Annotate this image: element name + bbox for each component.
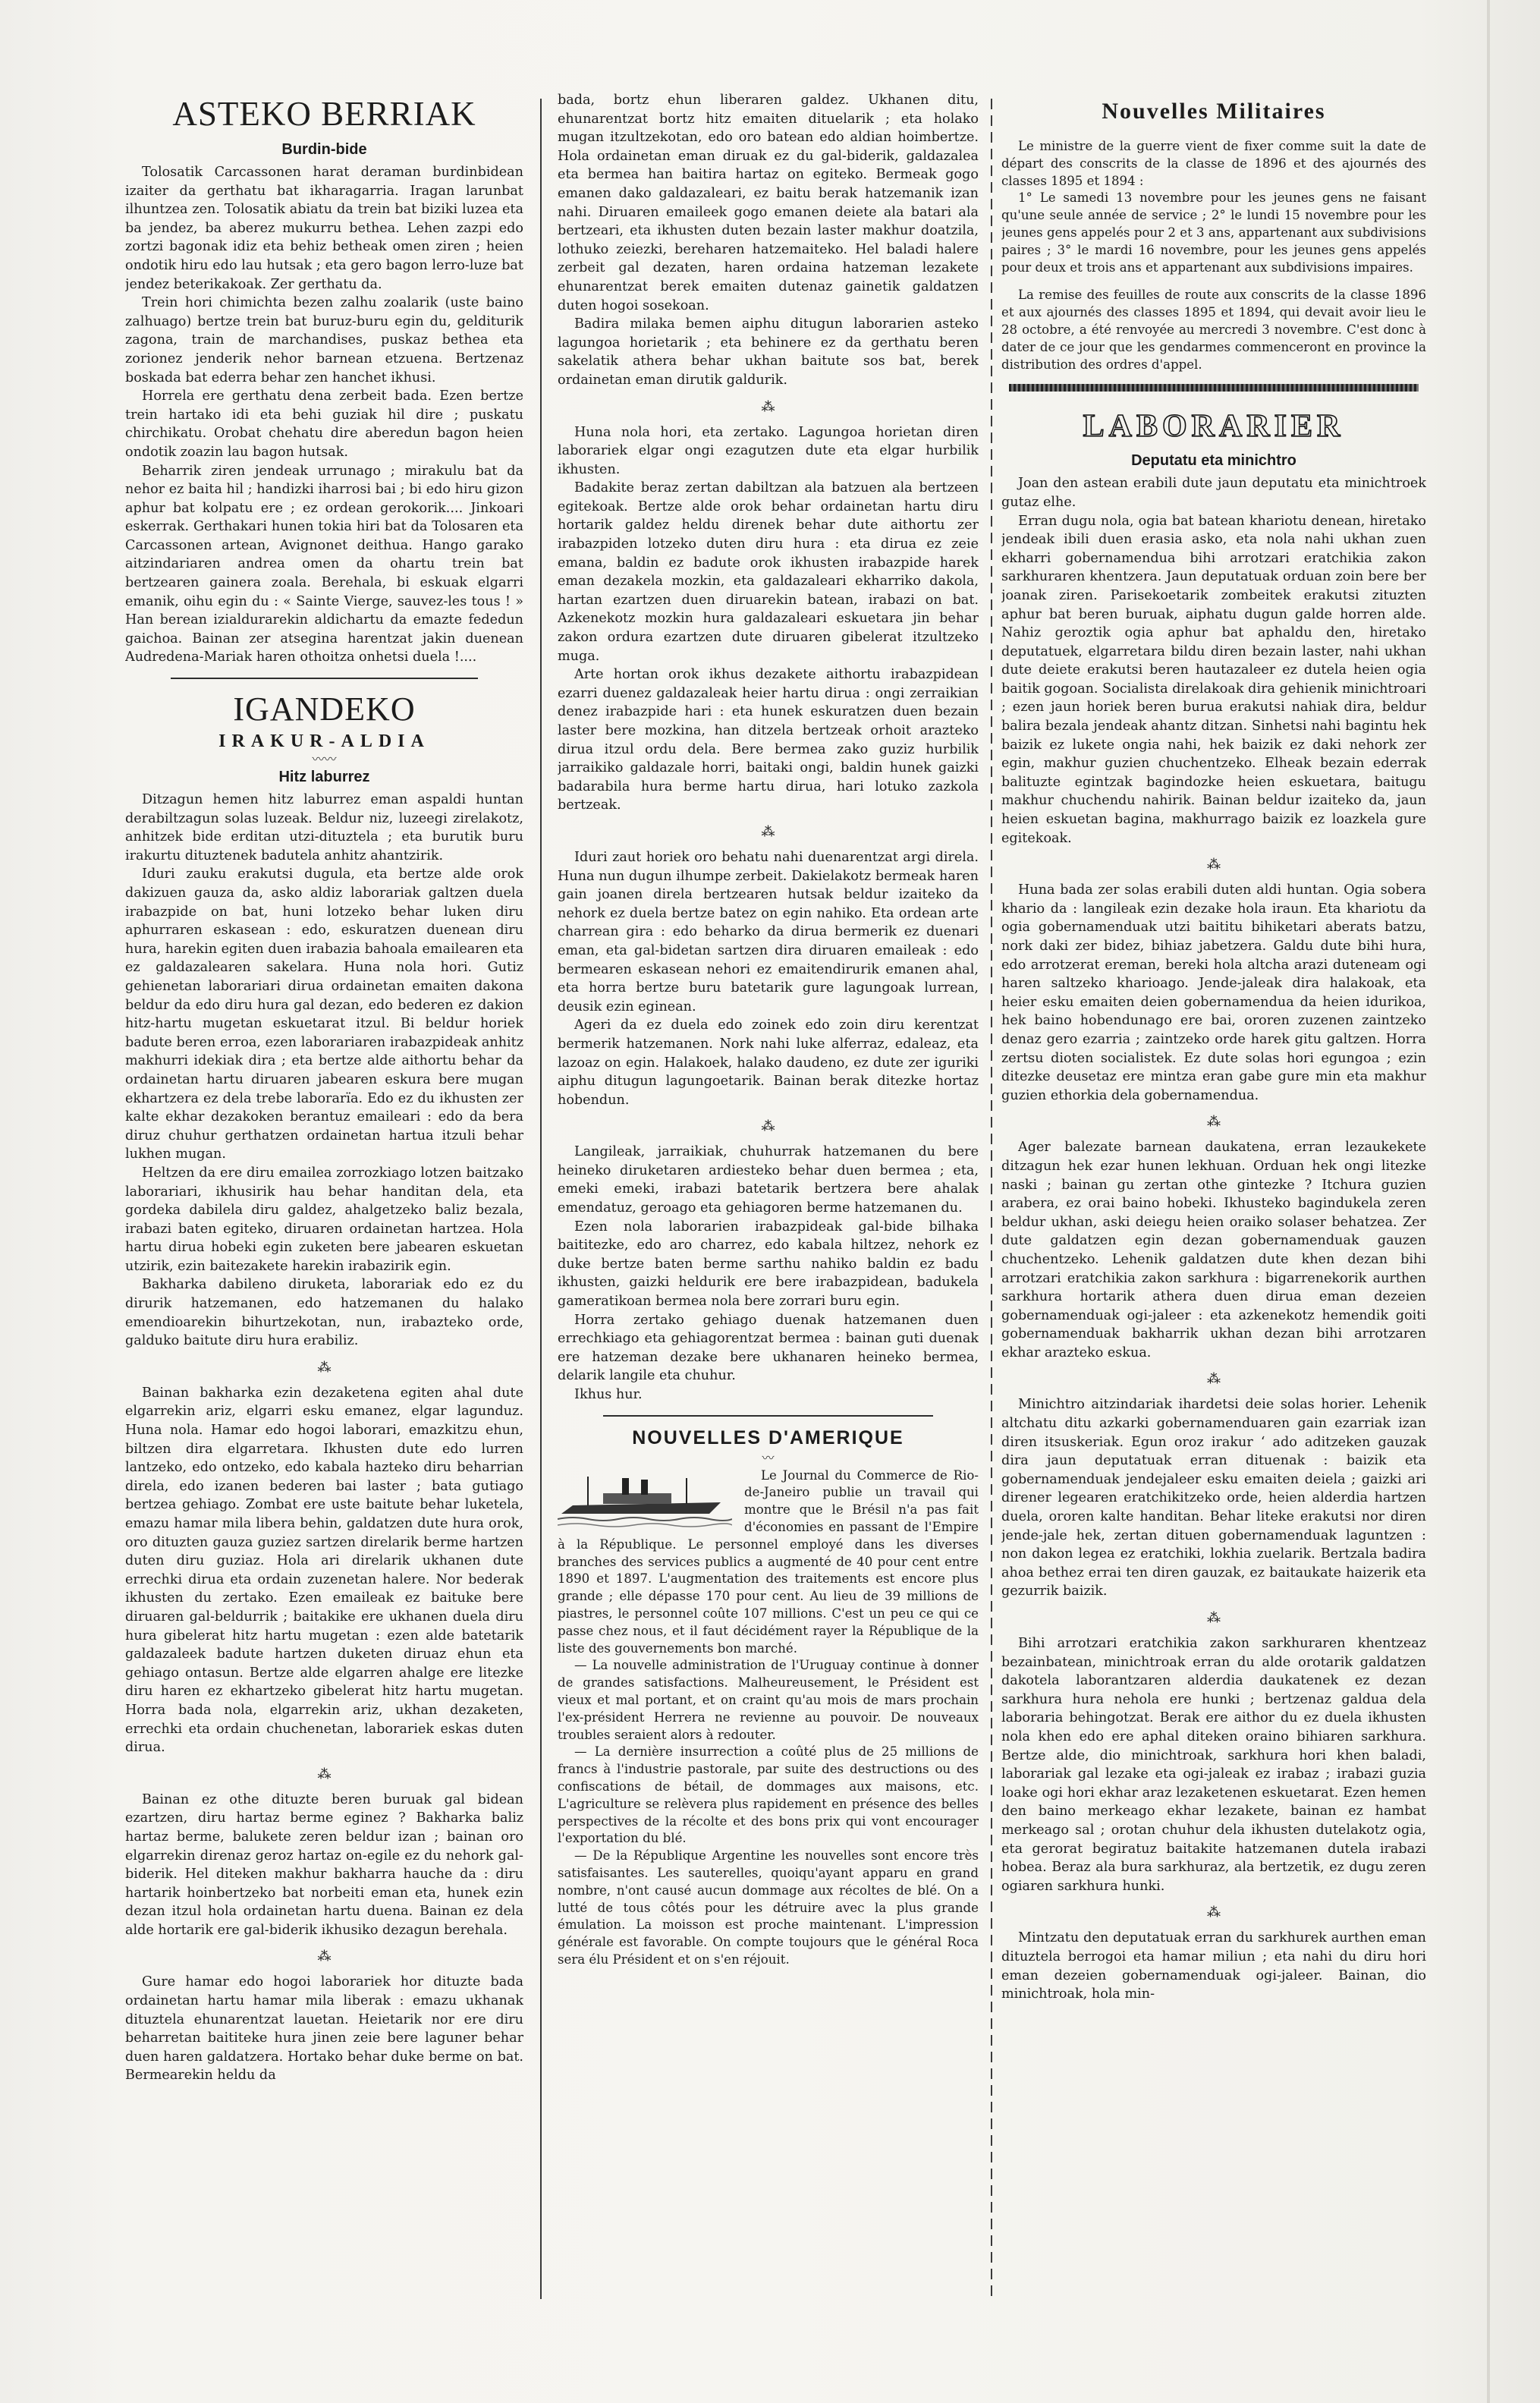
column-right — [1001, 91, 1426, 2337]
asterism-ornament: ⁂ — [761, 823, 775, 840]
paragraph: Badira milaka bemen aiphu ditugun laborarien asteko lagungoa horietarik ; eta behinere ez da gerthatu beren sakelatik athera behar ukhan baitute sos bat, berek ordainetan eman dirutik galdurik. — [558, 316, 979, 388]
paragraph: Horrela ere gerthatu dena zerbeit bada. Ezen bertze trein hartako idi eta behi guziak hil dire ; puskatu chirchikatu. Orobat chehatu dire aberedun bagon heien ondotik zoazin lau bagon hutsak. — [125, 388, 523, 460]
article-heading-hitz-laburrez: Hitz laburrez — [278, 769, 370, 786]
paragraph: Joan den astean erabili dute jaun deputatu eta minichtroek gutaz elhe. — [1001, 476, 1426, 510]
paragraph: Iduri zaut horiek oro behatu nahi duenarentzat argi direla. Huna nun dugun ilhumpe zerbeit. Dakielakotz bermeak haren gain joanen direla bertzearen hutsak beldur izaiteko da nehork ez duela bertze batez on egin nahiko. Eta ordean arte charrean gira : edo beharko da dirua bermerik ez duenari eman, eta gal-bidetan sartzen dira diruaren emaileak : edo bermearen eskasean nehori ez emaitendirurik emanen ahal, eta horra bertze buru batetarik gure lagungoak lurrean, deusik ezin eginean. — [558, 849, 979, 1014]
paragraph: Huna nola hori, eta zertako. Lagungoa horietan diren laborariek elgar ongi ezagutzen dute eta elgar hurbilik ikhusten. — [558, 424, 979, 477]
paragraph: Ditzagun hemen hitz laburrez eman aspaldi huntan derabiltzagun solas luzeak. Beldur niz, luzeegi zirelakotz, anhitzek bide erditan utzi-dituztela ; eta burutik buru irakurtu dituztenek badutela anhitz ahantzirik. — [125, 792, 523, 863]
asterism-ornament: ⁂ — [1207, 1610, 1221, 1627]
section-title-nouvelles-militaires: Nouvelles Militaires — [1102, 99, 1326, 124]
signature: Ikhus hur. — [574, 1387, 643, 1402]
asterism-ornament: ⁂ — [1207, 1904, 1221, 1921]
article-body-amerique — [558, 1467, 979, 1658]
section-subtitle-irakur-aldia: IRAKUR-ALDIA — [218, 731, 430, 752]
paragraph: Bainan bakharka ezin dezaketena egiten ahal dute elgarrekin ariz, elgarri esku emanez, elgar lagunduz. Huna nola. Hamar edo hogoi laborari, emazkitzu ehun, biltzen dira elgarretara. Ikhusten dute edo lurren lantzeko, edo ontzeko, edo kabala hazteko diru beharrian direla, edo izanen bederen bai laster ; bata gutiago bertzea gehiago. Zombat ere uste baitute behar luketela, emazu hamar mila libera behin, galdatzen dute hura orok, oro dituzten gauza guziez sartzen direlarik berme hartzen duten diru guziaz. Hola ari direlarik ukhanen dute errechki dirua eta ordain zuzenetan halere. Nor bederak ikhusten du zertako. Ezen emaileak ez baituke bere diruaren gal-beldurrik ; baitakike ere ukhanen duela diru hura gibelerat hitz hartu mugetan : ezen alde batetarik galdazaleek badute hartzen duketen diruaz ehun eta gehiago ontasun. Bertze alde elgarren ahalge ere litezke diru haren ez ekhartzeko gibelerat hitz hartu mugetan. Horra bada nola, elgarrekin ariz, ukhan dezaketen, errechki eta ordain chuchenetan, laborariek eskas duten dirua. — [125, 1385, 523, 1756]
asterism-ornament: ⁂ — [761, 1118, 775, 1135]
section-title-asteko-berriak: ASTEKO BERRIAK — [172, 95, 476, 133]
paragraph: Badakite beraz zertan dabiltzan ala batzuen ala bertzeen egitekoak. Bertze alde orok behar ordainetan hartu diru hortarik galdez heldu direnek behar dute aithortu zer irabazpiden lotzeko duten diru hura : eta dirua ez zeie emana, baldin ez badute orok ikhusten irabazpide harek eman dezakela mozkin, eta galdazaleari ekharriko dakola, hartan ezartzen duen diruarekin batean, irabazi on bat. Azkenekotz mozkin hura galdazaleari eskuetara jin behar zakon ordura ezartzen dute diruaren gibelerat itzultzeko muga. — [558, 480, 979, 664]
paragraph: — La nouvelle administration de l'Uruguay continue à donner de grandes satisfactions. Malheureusement, le Président est vieux et mal portant, et on craint qu'au mois de mars prochain l'ex-président Herrera ne revienne au pouvoir. De nouveaux troubles seraient alors à redouter. — [558, 1658, 979, 1742]
column-rule — [540, 99, 542, 2299]
column-middle — [558, 91, 979, 2337]
paragraph: Horra zertako gehiago duenak hatzemanen duen errechkiago eta gehiagorentzat bermea : bainan guti duenak ere hatzeman dezake bere ukhanaren heineko bermea, delarik langile eta chuhur. — [558, 1312, 979, 1384]
article-heading-deputatu-eta-minichtro: Deputatu eta minichtro — [1131, 452, 1296, 470]
paragraph: Iduri zauku erakutsi dugula, eta bertze alde orok dakizuen gauza da, asko aldiz laborariak galtzen duela irabazpide on bat, huni lotzeko behar luken diru aphurraren eskasean : edo, eskuratzen duenean diru hura, harekin egiten duen irabazia bahoala emailearen eta ez galdazalearen sakelara. Huna nola hori. Gutiz gehienetan laborariari dirua ordainetan emaiten dakona beldur da edo diru hura gal dezan, edo bederen ez dakion hitz-hartu mugetan eskuetarat itzul. Bi beldur horiek badute beren erroa, ezen laborariaren irabazpideak anhitz makhurri idekiak dira ; eta bertze alde aithortu behar da ordainetan hartu diruaren jabearen eskura bere mugan ekhartzera ez dela trebe laborarïa. Edo ez du ikhusten zer kalte ekhar dezakoken berantuz emaileari : edo da bera diruz chuhur gerthatzen ordainetan hartua itzuli behar lukhen mugan. — [125, 867, 523, 1162]
section-title-igandeko: IGANDEKO — [233, 690, 416, 728]
column-rule-dashed — [991, 99, 992, 2299]
paragraph: — La dernière insurrection a coûté plus de 25 millions de francs à l'industrie pastorale, par suite des destructions ou des confiscations de bétail, de dommages aux maisons, etc. L'agriculture se relèvera plus rapidement en présence des belles perspectives de la récolte et des bons prix qui vont encourager l'exportation du blé. — [558, 1744, 979, 1846]
asterism-ornament: ⁂ — [1207, 1114, 1221, 1131]
paragraph: Ageri da ez duela edo zoinek edo zoin diru kerentzat bermerik hatzemanen. Nork nahi luke alferraz, edaleaz, eta lazoaz on egin. Halakoek, halako daudeno, ez dute zer iguriki aiphu ditugun lagungoetarik. Bainan berak ditezke hortaz hobendun. — [558, 1018, 979, 1108]
asterism-ornament: ⁂ — [317, 1359, 332, 1376]
paragraph: Gure hamar edo hogoi laborariek hor dituzte bada ordainetan hartu hamar mila liberak : emazu ukhanak dituztela ehunarentzat lauetan. Heietarik nor ere diru beharretan baititeke hura jinen zeie bere laguner behar duen haren galdatzera. Hortako behar duke berme on bat. Bermearekin heldu da — [125, 1974, 523, 2084]
paragraph: — De la République Argentine les nouvelles sont encore très satisfaisantes. Les sauterelles, quoiqu'ayant apparu en grand nombre, n'ont causé aucun dommage aux récoltes de blé. On a lutté de tous côtés pour les détruire avec la plus grande émulation. La moisson est proche maintenant. L'impression générale est favorable. On compte toujours que le général Roca sera élu Président et on s'en réjouit. — [558, 1848, 979, 1967]
article-heading-nouvelles-damerique: NOUVELLES D'AMERIQUE — [632, 1426, 904, 1448]
asterism-ornament: ⁂ — [317, 1766, 332, 1782]
article-heading-burdin-bide: Burdin-bide — [281, 141, 367, 158]
paragraph: Beharrik ziren jendeak urrunago ; mirakulu bat da nehor ez baita hil ; handizki iharrosi bai ; bi edo hiru gizon aphur bat kolpatu ere ; ez ordean gerokorik.... Jinkoari eskerrak. Gerthakari hunen tokia hiri bat da Tolosaren eta Carcassonen artean, Avignonet deithua. Hango garako aitzindariaren andrea omen da ohartu trein bat bertzearen gainera zoala. Berehala, bi eskuak elgarri emanik, oihu egin du : « Sainte Vierge, sauvez-les tous ! » Han berean izialdurarekin aldichartu da emazte fededun gaichoa. Bainan zer atsegina harentzat jakin duenean Audredena-Mariak haren othoitza onhetsi duela !.... — [125, 463, 523, 665]
paragraph: Heltzen da ere diru emailea zorrozkiago lotzen baitzako laborariari, ikhusirik hau behar handitan dela, eta gordeka dabilela diru galdez, ahalgetzeko baliz bezala, irabazi baten egiteko, diruaren ordainetan hartzea. Hola hartu dirua hobeki egin zuketen bere jabearen eskuetan utzirik, ezin baitezakete harekin irabazirik egin. — [125, 1165, 523, 1274]
page-fold — [1487, 0, 1490, 2403]
paragraph: Tolosatik Carcassonen harat deraman burdinbidean izaiter da gerthatu bat ikharagarria. Iragan larunbat ilhuntzea zen. Tolosatik abiatu da trein bat biziki luzea eta ba jendez, ba aberez mukurru bethea. Lehen zazpi edo zortzi bagonak idiz eta behiz betheak omen ziren ; heien ondotik hiru edo lau hutsak ; eta gero bagon lerro-luze bat jendez beterikakoak. Zer gerthatu da. — [125, 165, 523, 292]
separator-rule — [603, 1415, 933, 1417]
paragraph: Ager balezate barnean daukatena, erran lezaukekete ditzagun hek ezar hunen lekhuan. Orduan hek ongi litezke naski ; bainan gu zertan othe gintezke ? Itchura guzien arabera, ez orai baino hobeki. Ikhusteko bagindukela zeren beldur ukhan, aski deiegu heien oraiko solaser behatzea. Zer dute galdatzen egin dezan gobernamenduak gauzen chuchentzeko. Lehenik galdatzen dute khen dezan bihi arrotzari eratchikia zakon sarkhura : bigarrenekorik aurthen sarkhura hortarik athera duen dirua eman dezeien gobernamenduak ogi-jaleer : eta azkenekotz hemendik goiti gobernamenduak bakharrik ukhan dezan bihi arrotzaren ekhar arazteko eskua. — [1001, 1140, 1426, 1360]
paragraph: Trein hori chimichta bezen zalhu zoalarik (uste baino zalhuago) bertze trein bat buruz-buru egin du, gelditurik zagona, train de marchandises, puskaz bethea eta zorionez jenderik nehor barnean etzuena. Bertzenaz boskada bat ederra behar zen hanchet ikhusi. — [125, 295, 523, 385]
ornament-swirl: 〰〰 — [312, 752, 337, 767]
paragraph: La remise des feuilles de route aux conscrits de la classe 1896 et aux ajournés des classes 1895 et 1894, qui devait avoir lieu le 28 octobre, a été renvoyée au mercredi 3 novembre. C'est donc à dater de ce jour que les gendarmes commenceront en province la distribution des ordres d'appel. — [1001, 288, 1426, 372]
column-left — [125, 91, 523, 2337]
separator-rule — [171, 678, 478, 679]
paragraph: Bainan ez othe dituzte beren buruak gal bidean ezartzen, diru hartaz berme eginez ? Bakharka baliz hartaz berme, balukete zeren beldur izan ; bainan oro elgarrekin direnaz geroz hartaz on-egile ez du nehork gal-biderik. Hel diteken makhur bakharra hauche da : diru hartarik hoinbertzeko bat norbeiti eman eta, hunek ezin dezan itzul hola ordainetan hartu duena. Bainan ez dela alde hortarik ere gal-biderik ikhusiko dezagun berehala. — [125, 1791, 523, 1938]
paragraph: bada, bortz ehun liberaren galdez. Ukhanen ditu, ehunarentzat bortz hitz emaiten dituelarik ; eta holako mugan itzultzekotan, edo oro batean edo aldian hoimbertze. Hola ordainetan eman diruak ez du gal-biderik, galdazalea eta bermea han baitira hartaz on egiteko. Bermeak gogo emanen dako galdazaleari, ez baitu berak hatzemanik izan nahi. Diruaren emaileek gogo emanen deiete ala batari ala bertzeari, eta ikhusten duten bezain laster makhur doatzila, lothuko zeiezki, bereharen hatzemaiteko. Hel baladi halere zerbeit gal dezaten, haren ordaina hatzeman lezakete ehunarentzat berek emaiten dutenaz gainetik galdatzen duten hogoi sosekoan. — [558, 93, 979, 313]
asterism-ornament: ⁂ — [317, 1949, 332, 1965]
ornament-swirl: 〰 — [762, 1450, 775, 1465]
paragraph: Arte hortan orok ikhus dezakete aithortu irabazpidean ezarri duenez galdazaleak heier hartu dirua : ongi zerraikian denez irabazpide hari : eta hunek eskuratzen duen bezain laster bere mozkina, han ditzela bertzeak orhoit arazteko dirua itzul ordu dela. Bere bermea zako guziz hurbilik jarraikiko galdazale horri, baitaki ongi, baldin hunek gaizki badarabila hura berme hartu dirua, hari lotuko zazkola bertzeak. — [558, 667, 979, 813]
separator-band — [1009, 384, 1419, 392]
paragraph: Huna bada zer solas erabili duten aldi huntan. Ogia sobera khario da : langileak ezin dezake hola iraun. Eta khariotu da ogia gobernamenduak utzi baititu bihiketari aberats batzu, nork daki zer bidez, bihiaz jabetzera. Galdu dute bihi hura, edo arrotzerat ereman, bereki hola altcha arazi duteneam ogi haren saltzeko kharioago. Jende-jaleak dira halakoak, eta heier esku emaiten deien gobernamendua da heien idurikoa, hek baino hobendunago ere bai, ororen zuzenen zaintzeko denaz gero ezarria ; zaintzeko orde harek gitu galtzen. Horra zertsu dioten socialistek. Ez dute solas hori egungoa ; ezin ditezke deusetaz ere mintza eran gabe gure min eta makhur guzien ethorkia dela gobernamendua. — [1001, 882, 1426, 1103]
paragraph: 1° Le samedi 13 novembre pour les jeunes gens ne faisant qu'une seule année de service ; 2° le lundi 15 novembre pour les jeunes gens appelés pour 2 et 3 ans, appartenant aux subdivisions paires ; 3° le mardi 16 novembre, pour les jeunes gens appelés pour deux et trois ans et appartenant aux subdivisions impaires. — [1001, 190, 1426, 275]
paragraph: Le Journal du Commerce de Rio-de-Janeiro publie un travail qui montre que le Brésil n'a pas fait d'économies en passant de l'Empire à la République. Le personnel employé dans les diverses branches des services publics a augmenté de 40 pour cent entre 1890 et 1897. L'augmentation des traitements est encore plus grande ; elle dépasse 170 pour cent. Au lieu de 39 millions de piastres, le personnel coûte 107 millions. C'est un peu ce qui ce passe chez nous, et il faut décidément rayer la République de la liste des gouvernements bon marché. — [558, 1467, 979, 1656]
asterism-ornament: ⁂ — [761, 398, 775, 415]
paragraph: Minichtro aitzindariak ihardetsi deie solas horier. Lehenik altchatu ditu azkarki gobernamenduaren gain ezarriak izan diren itsuskeriak. Egun oroz irakur ‘ ado aditzeken gauzak dira jaun deputatuak erran dituenak : baizik eta gobernamenduak jendejaleer esku emaiten deiela ; gaizki ari direner legearen eratchikitzeko orde, heien alderdia hartzen duela, ororen kalte handitan. Behar liteke erakutsi nor diren jende-jale hek, zertan dituen gobernamenduak laguntzen : non dakon legea ez eratchiki, lokhia zuelarik. Bertzala badira ahoa bethez errai ten diren gauzak, ez baitaukate haizerik eta gezurrik baizik. — [1001, 1397, 1426, 1599]
paragraph: Le ministre de la guerre vient de fixer comme suit la date de départ des conscrits de la classe de 1896 et des ajournés des classes 1895 et 1894 : — [1001, 139, 1426, 188]
paragraph: Mintzatu den deputatuak erran du sarkhurek aurthen eman dituztela berrogoi eta hamar miliun ; eta nahi du diru hori eman dezeien gobernamenduak ogi-jaleer. Bainan, dio minichtroak, hola min- — [1001, 1930, 1426, 2002]
paragraph: Erran dugu nola, ogia bat batean khariotu denean, hiretako jendeak ibili duen erasia asko, eta nola nahi ukhan zuen ekharri gobernamendua bihi arrotzari eratchikia zakon sarkhuraren khentzera. Jaun deputatuak orduan zoin bere ber joanak ziren. Parisekoetarik zombeitek erakutsi zituzten aphur bat beren buruak, aiphatu dugun galde horren alde. Nahiz geroztik ogia aphur bat aphaldu den, hiretako deputatuek, elgarretara bildu diren bezain laster, nahi ukhan dute deiete erakutsi beren hautazaleer ez dutela heien ogia baitik gogoan. Socialista direlakoak dira gehienik minichtroari ; ezen jaun horiek beren burua erakutsi nahiak dira, beldur balira bezala jendeak ahantz ditzan. Sinhetsi nahi bagintu hek baizik ez lukete ongia nahi, hek baizik ez daki nehork zer egin, makhur guzien chuchentzeko. Elheak bezain ederrak balituzte egintzak bagindozke heien eskuetara, baitugu makhur chuchendu nahirik. Bainan beldur izaiteko da, jaun heien eskuetan bagina, makhurrago baizik ez loazkela gure egitekoak. — [1001, 513, 1426, 846]
paragraph: Bihi arrotzari eratchikia zakon sarkhuraren khentzeaz bezainbatean, minichtroak erran du alde orotarik galdatzen dakotela laborantzaren alderdia daukatenek ez dezan sarkhura hura nehola ere hunki ; bertzenaz galdua dela laboraria behingotzat. Berak ere aithor du ez duela ikhusten nola khen edo ere aphal diteken oraino bihiaren sarkhura. Bertze alde, dio minichtroak, sarkhura hori khen baladi, laborariak gal lezake eta ogi-jaleak ez irabaz ; irabazi guzia loake ogi hori ekhar araz lezaketenen eskuetarat. Ezen hemen den baino merkeago ekhar lezakete, bainan ez hambat merkeago sal ; orotan chuhur dela ikhusten dutelakotz ogia, eta gerorat begiratuz baitakite hatzemanen dutela irabazi hobea. Beraz ala bura sarkhuraz, ala bertzetik, ez dugu zeren ogiaren sarkhura hunki. — [1001, 1636, 1426, 1894]
paragraph: Bakharka dabileno diruketa, laborariak edo ez du dirurik hatzemanen, edo hatzemanen du halako emendioarekin bihurtzekotan, nun, irabazteko orde, galduko baitute diru hura erabiliz. — [125, 1277, 523, 1349]
asterism-ornament: ⁂ — [1207, 1371, 1221, 1388]
section-title-laborarier: LABORARIER — [1083, 409, 1345, 445]
asterism-ornament: ⁂ — [1207, 857, 1221, 873]
paragraph: Ezen nola laborarien irabazpideak gal-bide bilhaka baititezke, edo aro charrez, edo kabala hiltzez, nehork ez duke bertze baten berme sarthu nahiko baldin ez badu ikhusten, gaizki heldurik ere bere irabazpidean, badukela gameratikoan bermea nola bere zorrari buru egin. — [558, 1219, 979, 1310]
paragraph: Langileak, jarraikiak, chuhurrak hatzemanen du bere heineko diruketaren ardiesteko behar duen bermea ; eta, emeki emeki, irabazi batetarik bertzera bere ahalak emendatuz, geroago eta gehiagoren berme hatzemanen du. — [558, 1144, 979, 1216]
steamship-illustration — [558, 1472, 732, 1533]
